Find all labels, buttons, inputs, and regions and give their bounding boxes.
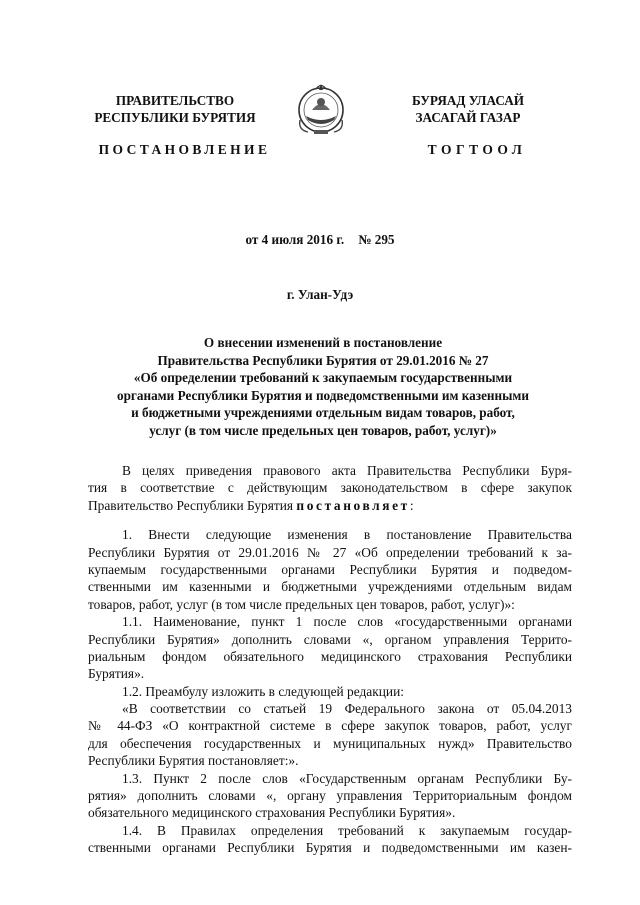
document-title bbox=[80, 334, 566, 440]
header-left-line1: ПРАВИТЕЛЬСТВО bbox=[115, 93, 235, 108]
body-line: 1. Внести следующие изменения в постановление Правительства bbox=[122, 527, 572, 543]
body-line: Республики Бурятия» дополнить словами «, органом управления Террито- bbox=[88, 631, 572, 647]
title-line: «Об определении требований к закупаемым государственными bbox=[133, 370, 513, 386]
header-right-line2: ЗАСАГАЙ ГАЗАР bbox=[415, 110, 521, 125]
title-line: О внесении изменений в постановление bbox=[203, 335, 443, 350]
body-line: Бурятия». bbox=[88, 666, 145, 682]
title-line: органами Республики Бурятия и подведомственными им казенными bbox=[116, 387, 529, 403]
body-line: товаров, работ, услуг (в том числе предельных цен товаров, работ, услуг)»: bbox=[88, 596, 515, 612]
body-line: 1.2. Преамбулу изложить в следующей редакции: bbox=[122, 683, 404, 699]
document-city: г. Улан-Удэ bbox=[286, 287, 354, 302]
body-line: рятия» дополнить словами «, органу управления Территориальным фондом bbox=[88, 788, 572, 804]
title-line: Правительства Республики Бурятия от 29.01.2016 № 27 bbox=[157, 352, 489, 368]
coat-of-arms-icon bbox=[294, 80, 348, 138]
preamble-line: В целях приведения правового акта Правительства Республики Буря- bbox=[122, 463, 572, 478]
body-line: риальным фондом обязательного медицинского страхования Республики bbox=[88, 648, 572, 664]
paragraph-gap bbox=[88, 514, 572, 526]
document-number: № 295 bbox=[358, 232, 395, 247]
preamble-text: Правительство Республики Бурятия bbox=[88, 497, 294, 513]
body-line: Республики Бурятия от 29.01.2016 № 27 «Об определении требований к за- bbox=[88, 544, 572, 560]
body-line: ственными им казенными и бюджетными учреждениями отдельным видам bbox=[88, 579, 572, 595]
body-line: купаемым государственными органами Республики Бурятия и подведом- bbox=[88, 561, 572, 577]
body-line: ственными органами Республики Бурятия и подведомственными им казен- bbox=[88, 840, 572, 856]
preamble-colon: : bbox=[409, 497, 414, 513]
body-line: для обеспечения государственных и муниципальных нужд» Правительство bbox=[88, 735, 572, 751]
body-line: 1.4. В Правилах определения требований к закупаемым государ- bbox=[122, 822, 572, 838]
body-paragraphs bbox=[88, 526, 572, 856]
preamble-line bbox=[88, 497, 572, 514]
document-body bbox=[88, 462, 572, 857]
title-line: и бюджетными учреждениями отдельным видам товаров, работ, bbox=[131, 405, 515, 421]
body-line: Республики Бурятия постановляет:». bbox=[88, 753, 299, 769]
header-right-line1: БУРЯАД УЛАСАЙ bbox=[411, 93, 525, 108]
decree-word: постановляет bbox=[296, 497, 410, 513]
preamble-line: тия в соответствие с действующим законодательством в сфере закупок bbox=[88, 480, 572, 496]
doc-type-left: ПОСТАНОВЛЕНИЕ bbox=[98, 142, 271, 157]
doc-type-right: ТОГТООЛ bbox=[427, 142, 527, 157]
document-date: от 4 июля 2016 г. bbox=[245, 232, 345, 247]
body-line: 1.1. Наименование, пункт 1 после слов «государственными органами bbox=[122, 614, 572, 630]
title-line: услуг (в том числе предельных цен товаров, работ, услуг)» bbox=[149, 422, 497, 438]
header-left bbox=[70, 92, 280, 126]
header-left-line2: РЕСПУБЛИКИ БУРЯТИЯ bbox=[94, 110, 256, 125]
body-line: «В соответствии со статьей 19 Федерального закона от 05.04.2013 bbox=[122, 701, 572, 717]
header-right bbox=[368, 92, 568, 126]
body-line: 1.3. Пункт 2 после слов «Государственным органам Республики Бу- bbox=[122, 770, 572, 786]
document-date-number bbox=[0, 232, 640, 248]
body-line: № 44-ФЗ «О контрактной системе в сфере закупок товаров, работ, услуг bbox=[88, 718, 572, 734]
body-line: обязательного медицинского страхования Республики Бурятия». bbox=[88, 805, 456, 821]
